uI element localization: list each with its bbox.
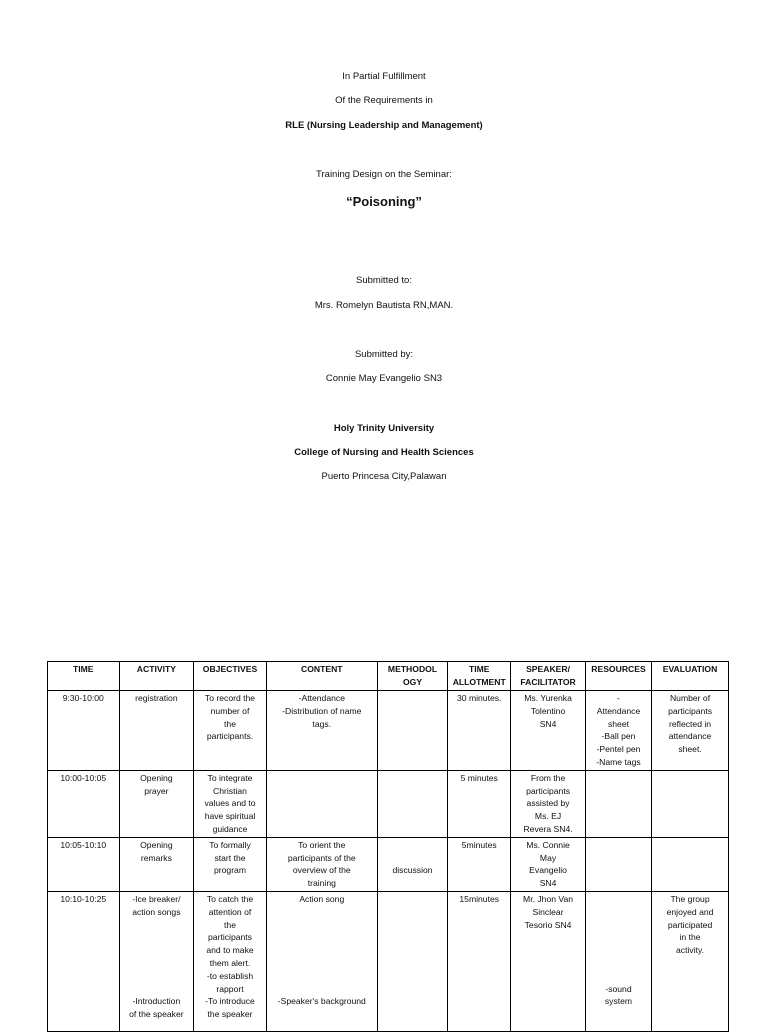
cell-time-allotment: 15minutes <box>448 891 511 1031</box>
cell-objectives: To catch the attention of the participants and to make them alert. -to establish rapport -To introduce the speaker <box>194 891 267 1031</box>
cell-content: To orient the participants of the overview of the training <box>266 837 377 891</box>
cell-speaker: Mr. Jhon Van Sinclear Tesorio SN4 <box>511 891 586 1031</box>
cell-methodology <box>377 770 447 837</box>
cell-methodology <box>377 691 447 771</box>
cell-time: 9:30-10:00 <box>48 691 120 771</box>
seminar-title: “Poisoning” <box>346 194 422 209</box>
header-resources: RESOURCES <box>585 662 651 691</box>
cell-objectives: To record the number of the participants. <box>194 691 267 771</box>
table-row <box>48 891 729 1031</box>
cell-time-allotment: 5minutes <box>448 837 511 891</box>
submitted-to-name: Mrs. Romelyn Bautista RN,MAN. <box>314 300 454 311</box>
table-row <box>48 691 729 771</box>
cell-content: -Attendance -Distribution of name tags. <box>266 691 377 771</box>
cell-evaluation <box>652 770 729 837</box>
cell-time-allotment: 5 minutes <box>448 770 511 837</box>
training-schedule-table <box>47 661 729 1032</box>
cell-time: 10:10-10:25 <box>48 891 120 1031</box>
college-name: College of Nursing and Health Sciences <box>294 447 474 458</box>
cell-activity: Opening prayer <box>119 770 194 837</box>
seminar-intro-line: Training Design on the Seminar: <box>316 169 452 180</box>
location-line: Puerto Princesa City,Palawan <box>321 471 447 482</box>
cell-evaluation: The group enjoyed and participated in the activity. <box>652 891 729 1031</box>
header-time-allotment: TIME ALLOTMENT <box>448 662 511 691</box>
cell-evaluation <box>652 837 729 891</box>
cell-time: 10:00-10:05 <box>48 770 120 837</box>
university-name: Holy Trinity University <box>333 423 435 434</box>
table-header-row <box>48 662 729 691</box>
cell-content: Action song -Speaker's background <box>266 891 377 1031</box>
table-row <box>48 837 729 891</box>
header-objectives: OBJECTIVES <box>194 662 267 691</box>
header-methodology: METHODOL OGY <box>377 662 447 691</box>
header-content: CONTENT <box>266 662 377 691</box>
submitted-by-label: Submitted by: <box>354 349 414 360</box>
cell-activity: -Ice breaker/ action songs -Introduction of the speaker <box>119 891 194 1031</box>
cell-speaker: From the participants assisted by Ms. EJ Revera SN4. <box>511 770 586 837</box>
course-line: RLE (Nursing Leadership and Management) <box>285 120 483 131</box>
cell-time-allotment: 30 minutes. <box>448 691 511 771</box>
cell-activity: registration <box>119 691 194 771</box>
cell-objectives: To formally start the program <box>194 837 267 891</box>
cell-methodology <box>377 891 447 1031</box>
header-activity: ACTIVITY <box>119 662 194 691</box>
cell-resources <box>585 770 651 837</box>
fulfillment-line: In Partial Fulfillment <box>342 71 426 82</box>
cell-resources <box>585 837 651 891</box>
cell-speaker: Ms. Connie May Evangelio SN4 <box>511 837 586 891</box>
requirements-line: Of the Requirements in <box>335 95 433 106</box>
cell-content <box>266 770 377 837</box>
cell-methodology: discussion <box>377 837 447 891</box>
submitted-by-name: Connie May Evangelio SN3 <box>325 373 443 384</box>
submitted-to-label: Submitted to: <box>356 275 412 286</box>
table-row <box>48 770 729 837</box>
cell-resources: -sound system <box>585 891 651 1031</box>
cell-activity: Opening remarks <box>119 837 194 891</box>
header-evaluation: EVALUATION <box>652 662 729 691</box>
header-speaker: SPEAKER/ FACILITATOR <box>511 662 586 691</box>
cell-evaluation: Number of participants reflected in attendance sheet. <box>652 691 729 771</box>
header-time: TIME <box>48 662 120 691</box>
cell-speaker: Ms. Yurenka Tolentino SN4 <box>511 691 586 771</box>
cell-resources: - Attendance sheet -Ball pen -Pentel pen -Name tags <box>585 691 651 771</box>
cell-objectives: To integrate Christian values and to have spiritual guidance <box>194 770 267 837</box>
cell-time: 10:05-10:10 <box>48 837 120 891</box>
